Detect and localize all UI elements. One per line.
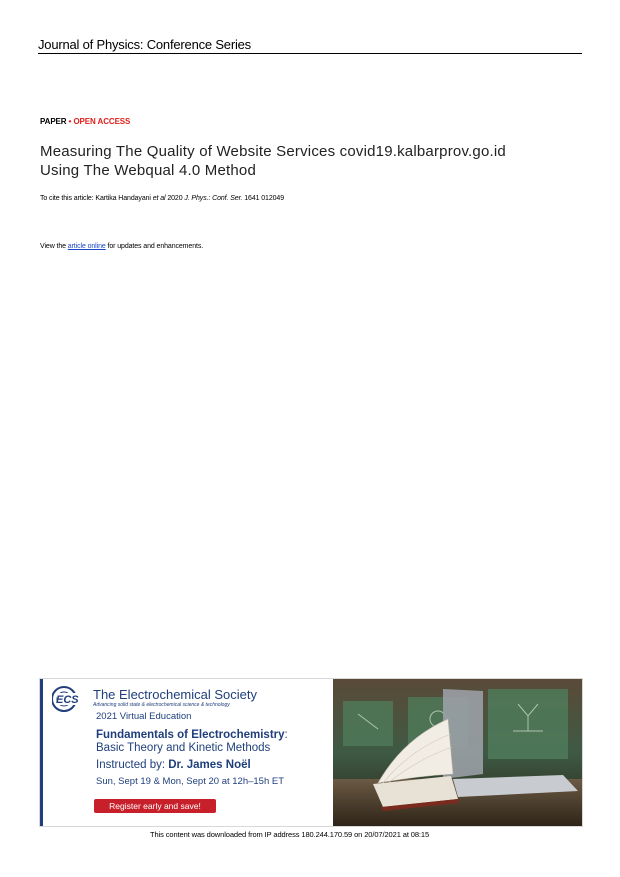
journal-name: Journal of Physics: Conference Series — [38, 37, 251, 52]
instructor-line — [96, 759, 251, 771]
paper-type-label: PAPER — [40, 117, 67, 126]
society-name: The Electrochemical Society — [93, 687, 258, 702]
society-tagline: Advancing solid state & electrochemical science & technology — [93, 702, 230, 708]
view-online-line — [40, 243, 203, 250]
citation-volume: 1641 012049 — [242, 195, 285, 202]
course-title-colon: : — [284, 729, 288, 741]
course-title — [96, 729, 288, 741]
instructor-name: Dr. James Noël — [168, 759, 251, 771]
download-note: This content was downloaded from IP address 180.244.170.59 on 20/07/2021 at 08:15 — [150, 830, 430, 839]
separator: • — [66, 117, 74, 126]
paper-type-line — [40, 117, 130, 126]
register-button[interactable]: Register early and save! — [94, 799, 216, 813]
banner-accent-bar — [40, 679, 43, 826]
view-suffix: for updates and enhancements. — [105, 243, 204, 250]
ecs-advert-banner[interactable] — [39, 678, 583, 827]
article-online-link[interactable]: article online — [67, 243, 106, 250]
instructor-prefix: Instructed by: — [96, 759, 169, 771]
header-rule — [38, 53, 582, 54]
svg-text:ECS: ECS — [56, 694, 79, 706]
view-prefix: View the — [40, 243, 68, 250]
citation-journal: J. Phys.: Conf. Ser. — [184, 195, 243, 202]
virtual-education-label: 2021 Virtual Education — [96, 711, 192, 722]
citation-prefix: To cite this article: Kartika Handayani — [40, 195, 153, 202]
open-access-label: OPEN ACCESS — [73, 117, 131, 126]
course-dates: Sun, Sept 19 & Mon, Sept 20 at 12h–15h ET — [96, 776, 285, 787]
ecs-logo-icon — [52, 685, 86, 713]
article-title-line-2: Using The Webqual 4.0 Method — [40, 162, 257, 179]
article-title-line-1: Measuring The Quality of Website Services covid19.kalbarprov.go.id — [40, 143, 506, 160]
citation-year: 2020 — [165, 195, 185, 202]
laptop-book-photo — [333, 679, 582, 826]
article-title — [40, 142, 580, 180]
course-title-text: Fundamentals of Electrochemistry — [96, 729, 285, 741]
citation-line — [40, 195, 284, 202]
course-subtitle: Basic Theory and Kinetic Methods — [96, 742, 271, 754]
citation-etal: et al — [152, 195, 166, 202]
